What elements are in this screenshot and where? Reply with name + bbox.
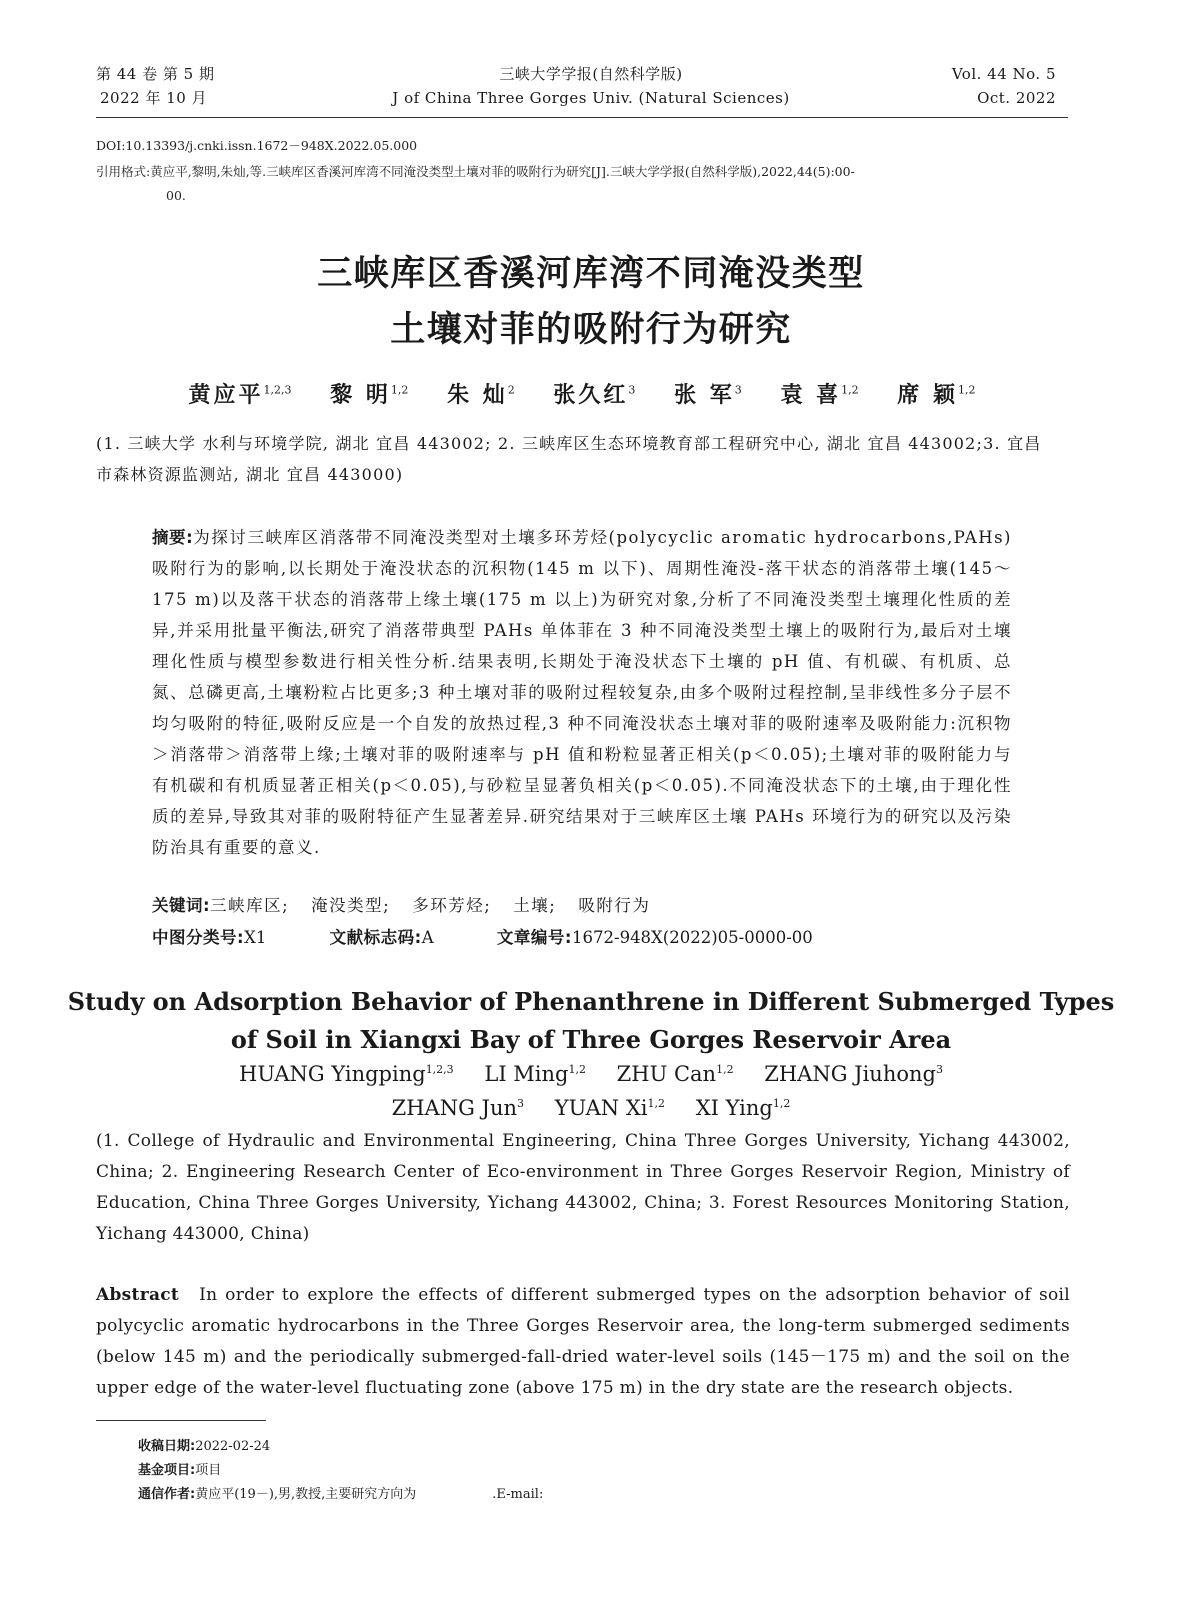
issue-date-en: Oct. 2022 [977, 89, 1056, 107]
header-divider [96, 117, 1068, 118]
citation-text: 引用格式:黄应平,黎明,朱灿,等.三峡库区香溪河库湾不同淹没类型土壤对菲的吸附行为研究[J].三峡大学学报(自然科学版),2022,44(5):00- [96, 164, 855, 179]
footnote-divider [96, 1420, 266, 1421]
author-cn: 张 军$^3$ [674, 382, 742, 408]
author-cn: 黎 明$^{1,2}$ [330, 382, 409, 408]
title-en-line-1: Study on Adsorption Behavior of Phenanthrene in Different Submerged Types [67, 987, 1115, 1016]
authors-cn [96, 378, 1068, 409]
abstract-cn-text: 为探讨三峡库区消落带不同淹没类型对土壤多环芳烃(polycyclic aromatic hydrocarbons,PAHs)吸附行为的影响,以长期处于淹没状态的沉积物(145 m 以下)、周期性淹没-落干状态的消落带土壤(145～175 m)以及落干状态的消落带上缘土壤(175 m 以上)为研究对象,分析了不同淹没类型土壤理化性质的差异,并采用批量平衡法,研究了消落带典型 PAHs 单体菲在 3 种不同淹没类型土壤上的吸附行为,最后对土壤理化性质与模型参数进行相关性分析.结果表明,长期处于淹没状态下土壤的 pH 值、有机碳、有机质、总氮、总磷更高,土壤粉粒占比更多;3 种土壤对菲的吸附过程较复杂,由多个吸附过程控制,呈非线性多分子层不均匀吸附的特征,吸附反应是一个自发的放热过程,3 种不同淹没状态土壤对菲的吸附速率及吸附能力:沉积物＞消落带＞消落带上缘;土壤对菲的吸附速率与 pH 值和粉粒显著正相关(p＜0.05);土壤对菲的吸附能力与有机碳和有机质显著正相关(p＜0.05),与砂粒呈显著负相关(p＜0.05).不同淹没状态下的土壤,由于理化性质的差异,导致其对菲的吸附特征产生显著差异.研究结果对于三峡库区土壤 PAHs 环境行为的研究以及污染防治具有重要的意义. [152, 528, 1013, 857]
affiliations-cn: (1. 三峡大学 水利与环境学院, 湖北 宜昌 443002; 2. 三峡库区生态环境教育部工程研究中心, 湖北 宜昌 443002;3. 宜昌市森林资源监测站, 湖北 宜昌 443000) [96, 434, 1042, 484]
abstract-en-label: Abstract [96, 1285, 180, 1305]
affiliations-en: (1. College of Hydraulic and Environmental Engineering, China Three Gorges University, Yichang 443002, China; 2. Engineering Research Center of Eco-environment in Three Gorges Reservoir Region, Ministry of Education, China Three Gorges University, Yichang 443002, China; 3. Forest Resources Monitoring Station, Yichang 443000, China) [96, 1131, 1070, 1244]
volume-issue-en: Vol. 44 No. 5 [951, 65, 1056, 83]
keyword: 三峡库区; [210, 896, 290, 915]
title-en-line-2: of Soil in Xiangxi Bay of Three Gorges Reservoir Area [230, 1025, 952, 1054]
author-cn: 黄应平$^{1,2,3}$ [188, 382, 292, 408]
author-en: ZHANG Jiuhong$^3$ [764, 1062, 943, 1086]
classification-line [152, 924, 813, 948]
author-en: LI Ming$^{1,2}$ [484, 1062, 586, 1086]
journal-name-en: J of China Three Gorges Univ. (Natural Sciences) [392, 89, 790, 107]
author-en: ZHU Can$^{1,2}$ [616, 1062, 734, 1086]
author-en: HUANG Yingping$^{1,2,3}$ [239, 1062, 454, 1086]
keyword: 土壤; [513, 896, 557, 915]
authors-en-line-1 [0, 1058, 1182, 1090]
email-label: .E-mail: [492, 1487, 544, 1502]
citation-format [96, 160, 1071, 208]
authors-en-line-2 [0, 1092, 1182, 1124]
title-cn-line-2: 土壤对菲的吸附行为研究 [390, 310, 792, 350]
keyword: 吸附行为 [578, 896, 651, 915]
title-cn-line-1: 三峡库区香溪河库湾不同淹没类型 [317, 254, 865, 294]
footnote-received: 收稿日期:2022-02-24 [138, 1439, 271, 1454]
citation-continuation: 00. [166, 188, 186, 203]
issue-date-cn: 2022 年 10 月 [100, 89, 208, 107]
footnote-fund: 基金项目:项目 [138, 1463, 222, 1478]
volume-issue: 第 44 卷 第 5 期 [96, 65, 215, 83]
running-header-right [952, 62, 1056, 110]
abstract-cn [152, 522, 1012, 863]
author-en: ZHANG Jun$^3$ [391, 1096, 525, 1120]
author-cn: 袁 喜$^{1,2}$ [780, 382, 859, 408]
author-en: YUAN Xi$^{1,2}$ [554, 1096, 666, 1120]
keyword: 多环芳烃; [412, 896, 492, 915]
abstract-en [96, 1280, 1070, 1404]
author-cn: 席 颖$^{1,2}$ [897, 382, 976, 408]
journal-name-cn: 三峡大学学报(自然科学版) [499, 65, 683, 83]
author-cn: 朱 灿$^2$ [447, 382, 515, 408]
doi[interactable]: DOI:10.13393/j.cnki.issn.1672－948X.2022.05.000 [96, 138, 418, 153]
keywords-cn [152, 892, 672, 916]
clc-number: 中图分类号:X1 [152, 928, 267, 947]
document-code: 文献标志码:A [329, 928, 434, 947]
keyword: 淹没类型; [311, 896, 391, 915]
footnote-corresponding-author: 通信作者:黄应平(19－),男,教授,主要研究方向为 .E-mail: [138, 1487, 544, 1502]
abstract-en-text: In order to explore the effects of different submerged types on the adsorption behavior of soil polycyclic aromatic hydrocarbons in the Three Gorges Reservoir area, the long-term submerged sediments (below 145 m) and the periodically submerged-fall-dried water-level soils (145－175 m) and the soil on the upper edge of the water-level fluctuating zone (above 175 m) in the dry state are the research objects. [96, 1285, 1070, 1398]
author-cn: 张久红$^3$ [553, 382, 636, 408]
abstract-cn-label: 摘要: [152, 528, 194, 547]
author-en: XI Ying$^{1,2}$ [695, 1096, 791, 1120]
article-number: 文章编号:1672-948X(2022)05-0000-00 [496, 928, 813, 947]
keywords-cn-label: 关键词: [152, 896, 211, 915]
